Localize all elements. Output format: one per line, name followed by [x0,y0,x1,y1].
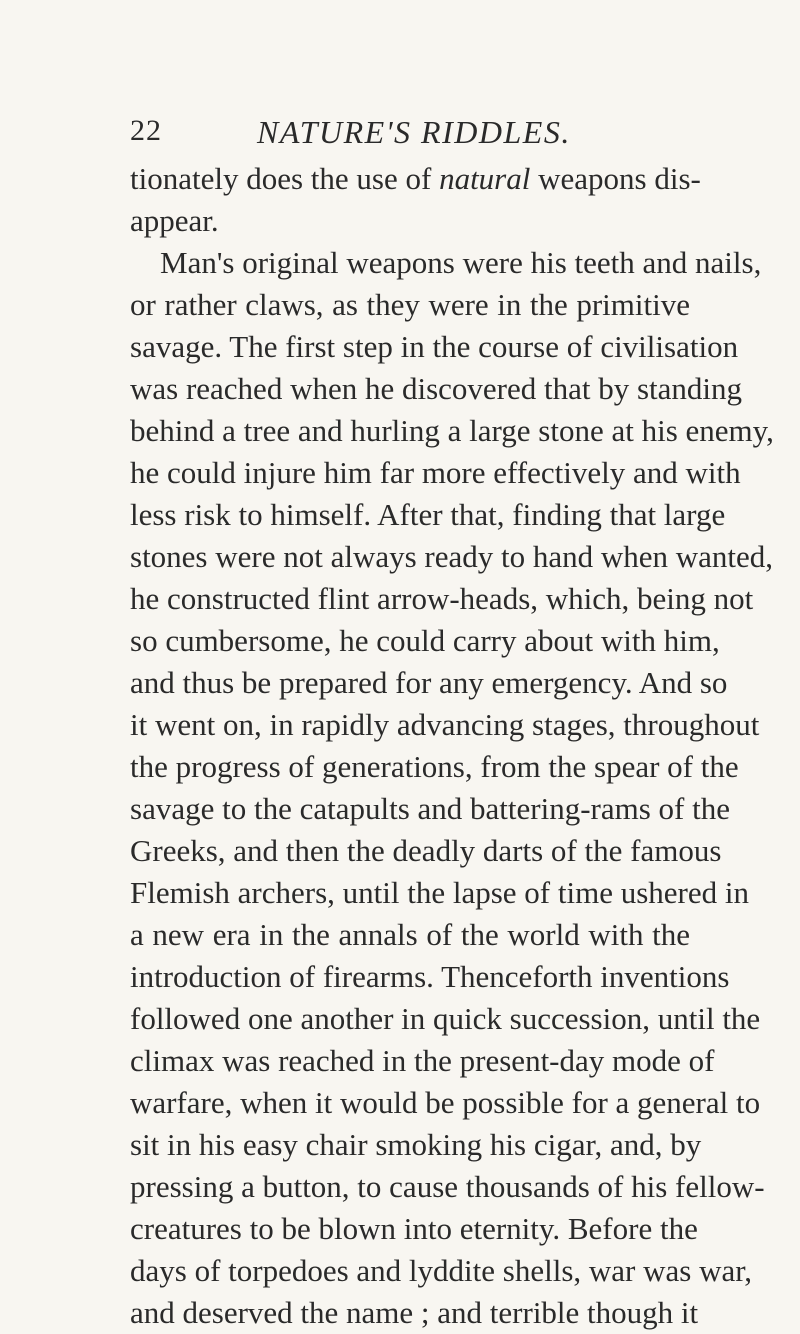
text-line: he could injure him far more effectively and with [130,455,741,490]
text-line: and deserved the name ; and terrible though it [130,1295,699,1330]
text-line: or rather claws, as they were in the primitive [130,287,690,322]
text-line: stones were not always ready to hand when wanted, [130,539,774,574]
text-line: and thus be prepared for any emergency. And so [130,665,728,700]
page-header [0,114,800,154]
text-line: savage. The first step in the course of civilisation [130,329,739,364]
text-line: followed one another in quick succession, until the [130,1001,761,1036]
text-line: sit in his easy chair smoking his cigar, and, by [130,1127,702,1162]
text-line: less risk to himself. After that, finding that large [130,497,726,532]
body-text [130,158,774,1334]
text-line: it went on, in rapidly advancing stages, throughout [130,707,760,742]
text-line: so cumbersome, he could carry about with him, [130,623,720,658]
text-line: climax was reached in the present-day mode of [130,1043,715,1078]
text-line: creatures to be blown into eternity. Before the [130,1211,698,1246]
page-number: 22 [130,114,162,147]
running-head: NATURE'S RIDDLES. [257,114,571,150]
text-line: warfare, when it would be possible for a general to [130,1085,761,1120]
text-line: days of torpedoes and lyddite shells, war was war, [130,1253,753,1288]
text-line: was reached when he discovered that by standing [130,371,743,406]
text-line: a new era in the annals of the world with the [130,917,690,952]
text-line: Greeks, and then the deadly darts of the famous [130,833,722,868]
text-line: tionately does the use of natural weapons dis- [130,161,701,196]
text-line: Man's original weapons were his teeth and nails, [160,245,762,280]
text-line: he constructed flint arrow-heads, which, being not [130,581,754,616]
text-line: savage to the catapults and battering-rams of the [130,791,730,826]
emphasis-natural: natural [439,161,531,196]
text-line: Flemish archers, until the lapse of time ushered in [130,875,749,910]
text-line: appear. [130,203,219,238]
text-line: behind a tree and hurling a large stone at his enemy, [130,413,774,448]
text-line: pressing a button, to cause thousands of his fellow- [130,1169,765,1204]
text-line: the progress of generations, from the spear of the [130,749,739,784]
text-line: introduction of firearms. Thenceforth inventions [130,959,730,994]
